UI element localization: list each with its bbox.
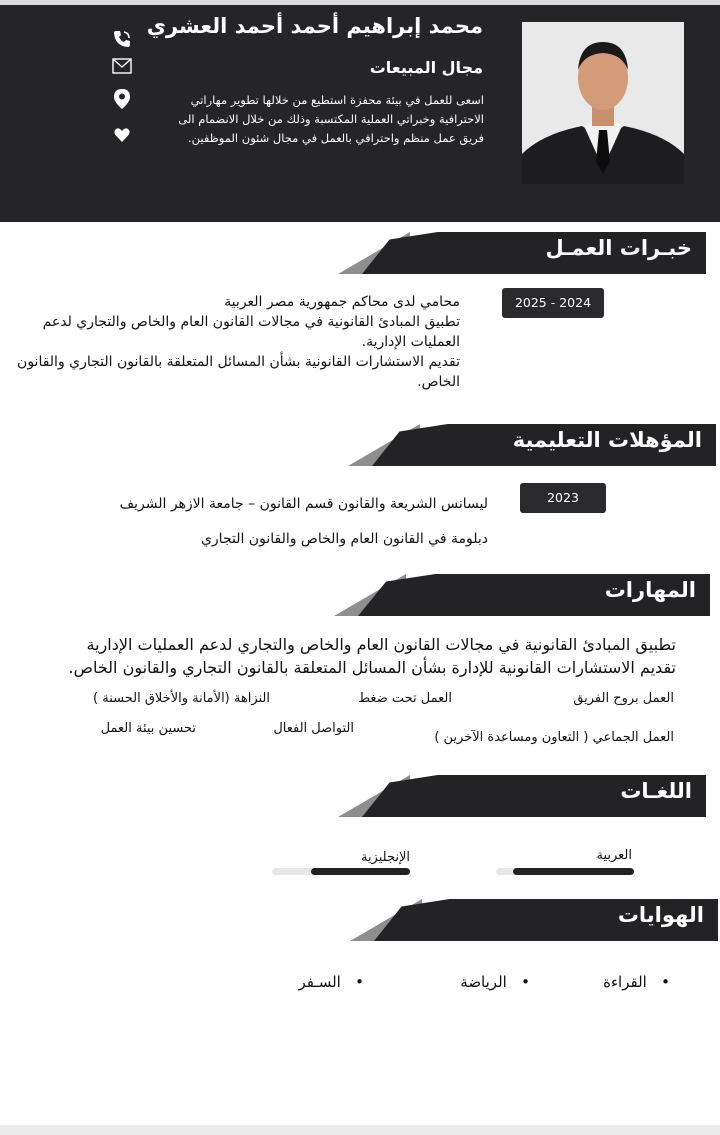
page-bottom-strip bbox=[0, 1125, 720, 1135]
skill-item: تحسين بيئة العمل bbox=[100, 721, 196, 736]
top-border bbox=[0, 0, 720, 5]
skill-item: العمل الجماعي ( التعاون ومساعدة الآخرين ) bbox=[434, 730, 674, 745]
bullet-icon: • bbox=[355, 973, 364, 991]
hobby-item: • السـفر bbox=[298, 973, 364, 991]
experience-line: تقديم الاستشارات القانونية بشأن المسائل المتعلقة بالقانون التجاري والقانون الخاص. bbox=[17, 354, 460, 390]
education-year-badge: 2023 bbox=[520, 483, 606, 513]
career-objective: اسعى للعمل في بيئة محفزة استطيع من خلالها تطوير مهاراتي الاحترافية وخبراتي العملية المكتسبة وذلك من خلال الانضمام الى فريق عمل منظم واحترافي بالعمل في مجال شئون الموظفين. bbox=[178, 93, 484, 145]
language-level-arabic bbox=[513, 868, 634, 875]
skill-item: التواصل الفعال bbox=[273, 721, 354, 736]
location-pin-icon bbox=[110, 87, 134, 111]
skill-item: النزاهة (الأمانة والأخلاق الحسنة ) bbox=[93, 691, 270, 706]
section-title-skills: المهارات bbox=[604, 578, 696, 602]
experience-line: محامي لدى محاكم جمهورية مصر العربية bbox=[224, 294, 460, 310]
language-level-english bbox=[311, 868, 410, 875]
section-skills-header bbox=[334, 574, 710, 616]
section-title-languages: اللغـات bbox=[620, 779, 692, 803]
contact-email bbox=[0, 54, 140, 78]
experience-line: تطبيق المبادئ القانونية في مجالات القانون العام والخاص والتجاري لدعم العمليات الإدارية. bbox=[42, 314, 460, 350]
skill-main-line: تطبيق المبادئ القانونية في مجالات القانون العام والخاص والتجاري لدعم العمليات الإدارية bbox=[86, 635, 676, 654]
contact-phone bbox=[0, 27, 140, 51]
candidate-name: محمد إبراهيم أحمد أحمد العشري bbox=[146, 14, 483, 38]
section-experience-header bbox=[338, 232, 706, 274]
language-bar-english bbox=[272, 868, 410, 875]
section-title-education: المؤهلات التعليمية bbox=[512, 428, 702, 452]
education-line: دبلومة في القانون العام والخاص والقانون التجاري bbox=[200, 531, 488, 547]
career-field: مجال المبيعات bbox=[369, 58, 483, 77]
experience-period-badge: 2025 - 2024 bbox=[502, 288, 604, 318]
section-languages-header bbox=[338, 775, 706, 817]
phone-icon bbox=[110, 27, 134, 51]
contact-status bbox=[0, 123, 140, 147]
bullet-icon: • bbox=[521, 973, 530, 991]
language-name-arabic: العربية bbox=[596, 848, 632, 863]
experience-details bbox=[14, 292, 460, 392]
skill-item: العمل بروح الفريق bbox=[573, 691, 674, 706]
mail-icon bbox=[110, 54, 134, 78]
education-details bbox=[100, 487, 488, 557]
contact-location bbox=[0, 87, 140, 111]
section-hobbies-header bbox=[350, 899, 718, 941]
hobby-item: • القراءة bbox=[603, 973, 670, 991]
section-title-hobbies: الهوايات bbox=[617, 903, 704, 927]
language-bar-arabic bbox=[496, 868, 634, 875]
section-education-header bbox=[348, 424, 716, 466]
section-title-experience: خبـرات العمـل bbox=[545, 236, 692, 260]
language-name-english: الإنجليزية bbox=[360, 850, 410, 865]
heart-icon bbox=[110, 123, 134, 147]
bullet-icon: • bbox=[661, 973, 670, 991]
skill-main-line: تقديم الاستشارات القانونية للإدارة بشأن المسائل المتعلقة بالقانون التجاري والقانون الخاص. bbox=[68, 658, 676, 677]
skill-item: العمل تحت ضغط bbox=[358, 691, 452, 706]
hobby-item: • الرياضة bbox=[460, 973, 530, 991]
profile-photo bbox=[522, 22, 684, 184]
education-line: ليسانس الشريعة والقانون قسم القانون – جامعة الازهر الشريف bbox=[119, 496, 488, 512]
skills-main bbox=[40, 633, 676, 679]
person-portrait-icon bbox=[522, 22, 684, 184]
